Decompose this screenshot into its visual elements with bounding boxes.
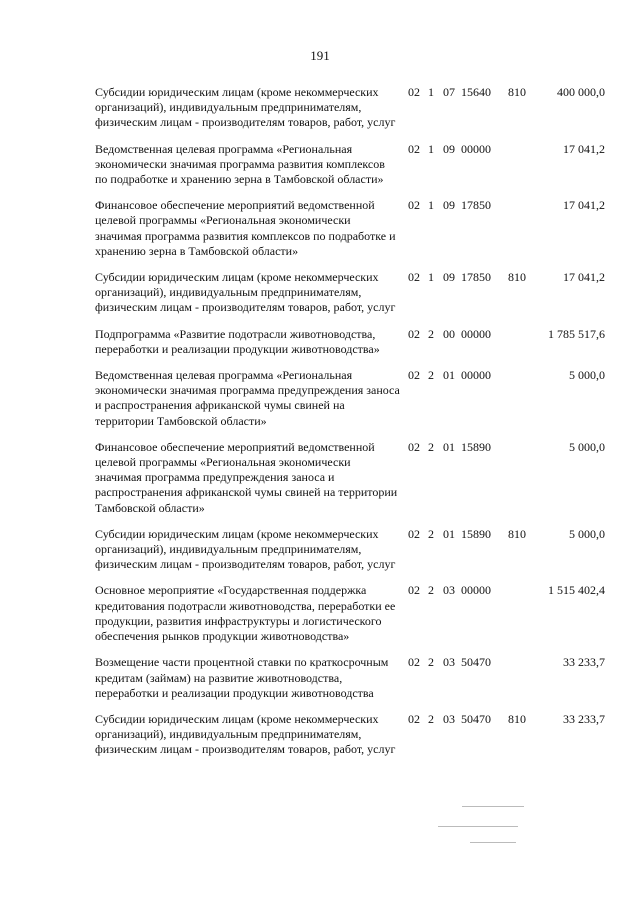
code-subprogram: 2 bbox=[428, 326, 434, 341]
table-row bbox=[0, 327, 640, 357]
row-description: Ведомственная целевая программа «Региональная экономически значимая программа развития комплексов по подработке и хранению зерна в Тамбовской области» bbox=[95, 141, 385, 187]
code-direction: 00000 bbox=[461, 583, 491, 598]
table-row bbox=[0, 655, 640, 701]
code-program: 02 bbox=[408, 526, 420, 541]
code-direction: 15640 bbox=[461, 85, 491, 99]
code-event: 01 bbox=[443, 439, 455, 454]
code-expense-type: 810 bbox=[508, 711, 526, 726]
code-program: 02 bbox=[408, 326, 420, 341]
table-row bbox=[0, 527, 640, 573]
code-expense-type: 810 bbox=[508, 526, 526, 541]
code-event: 09 bbox=[443, 198, 455, 213]
code-subprogram: 2 bbox=[428, 583, 434, 598]
code-subprogram: 2 bbox=[428, 711, 434, 726]
code-subprogram: 1 bbox=[428, 270, 434, 285]
row-description: Финансовое обеспечение мероприятий ведомственной целевой программы «Региональная экономически значимая программа предупреждения заноса и распространения африканской чумы свиней на территории Тамбовской области» bbox=[95, 439, 398, 515]
code-event: 01 bbox=[443, 368, 455, 383]
code-event: 03 bbox=[443, 711, 455, 726]
row-sum: 17 041,2 bbox=[563, 141, 605, 156]
code-subprogram: 2 bbox=[428, 439, 434, 454]
code-event: 03 bbox=[443, 655, 455, 670]
code-program: 02 bbox=[408, 655, 420, 670]
code-program: 02 bbox=[408, 711, 420, 726]
row-sum: 5 000,0 bbox=[569, 368, 605, 383]
row-description: Субсидии юридическим лицам (кроме некоммерческих организаций), индивидуальным предпринимателям, физическим лицам - производителям товаров, работ, услуг bbox=[95, 270, 396, 315]
code-direction: 15890 bbox=[461, 439, 491, 454]
table-row bbox=[0, 198, 640, 259]
code-direction: 17850 bbox=[461, 198, 491, 213]
row-description: Подпрограмма «Развитие подотрасли животноводства, переработки и реализации продукции животноводства» bbox=[95, 326, 380, 356]
code-expense-type: 810 bbox=[508, 85, 526, 99]
code-subprogram: 1 bbox=[428, 85, 434, 99]
code-subprogram: 1 bbox=[428, 141, 434, 156]
scan-artifact bbox=[470, 842, 516, 843]
row-sum: 33 233,7 bbox=[563, 711, 605, 726]
table-row bbox=[0, 142, 640, 188]
table-row bbox=[0, 270, 640, 316]
row-sum: 1 515 402,4 bbox=[548, 583, 605, 598]
row-sum: 5 000,0 bbox=[569, 526, 605, 541]
row-description: Субсидии юридическим лицам (кроме некоммерческих организаций), индивидуальным предпринимателям, физическим лицам - производителям товаров, работ, услуг bbox=[95, 85, 396, 130]
row-description: Субсидии юридическим лицам (кроме некоммерческих организаций), индивидуальным предпринимателям, физическим лицам - производителям товаров, работ, услуг bbox=[95, 526, 396, 572]
code-direction: 00000 bbox=[461, 141, 491, 156]
row-sum: 5 000,0 bbox=[569, 439, 605, 454]
code-program: 02 bbox=[408, 368, 420, 383]
row-description: Основное мероприятие «Государственная поддержка кредитования подотрасли животноводства, переработки ее продукции, развития инфраструктуры и логистического обеспечения рынков продукции животноводства» bbox=[95, 583, 396, 644]
code-subprogram: 2 bbox=[428, 655, 434, 670]
table-row bbox=[0, 583, 640, 644]
table-row bbox=[0, 440, 640, 516]
code-subprogram: 1 bbox=[428, 198, 434, 213]
row-sum: 400 000,0 bbox=[557, 85, 605, 99]
code-direction: 50470 bbox=[461, 655, 491, 670]
code-expense-type: 810 bbox=[508, 270, 526, 285]
code-direction: 50470 bbox=[461, 711, 491, 726]
code-direction: 00000 bbox=[461, 368, 491, 383]
row-sum: 17 041,2 bbox=[563, 198, 605, 213]
code-program: 02 bbox=[408, 141, 420, 156]
code-subprogram: 2 bbox=[428, 526, 434, 541]
row-description: Возмещение части процентной ставки по краткосрочным кредитам (займам) на развитие животноводства, переработки и реализации продукции животноводства bbox=[95, 655, 389, 700]
row-sum: 33 233,7 bbox=[563, 655, 605, 670]
code-event: 03 bbox=[443, 583, 455, 598]
code-program: 02 bbox=[408, 198, 420, 213]
page-number: 191 bbox=[310, 48, 330, 63]
row-sum: 17 041,2 bbox=[563, 270, 605, 285]
row-description: Финансовое обеспечение мероприятий ведомственной целевой программы «Региональная экономически значимая программа развития комплексов по подработке и хранению зерна в Тамбовской области» bbox=[95, 198, 396, 258]
code-event: 07 bbox=[443, 85, 455, 99]
code-program: 02 bbox=[408, 439, 420, 454]
code-program: 02 bbox=[408, 583, 420, 598]
code-event: 00 bbox=[443, 326, 455, 341]
row-description: Субсидии юридическим лицам (кроме некоммерческих организаций), индивидуальным предпринимателям, физическим лицам - производителям товаров, работ, услуг bbox=[95, 711, 396, 757]
code-program: 02 bbox=[408, 85, 420, 99]
scan-artifact bbox=[462, 806, 524, 807]
code-direction: 00000 bbox=[461, 326, 491, 341]
code-subprogram: 2 bbox=[428, 368, 434, 383]
code-program: 02 bbox=[408, 270, 420, 285]
code-event: 01 bbox=[443, 526, 455, 541]
code-event: 09 bbox=[443, 141, 455, 156]
row-sum: 1 785 517,6 bbox=[548, 326, 605, 341]
code-direction: 15890 bbox=[461, 526, 491, 541]
scan-artifact bbox=[438, 826, 518, 827]
table-row bbox=[0, 368, 640, 429]
code-event: 09 bbox=[443, 270, 455, 285]
code-direction: 17850 bbox=[461, 270, 491, 285]
row-description: Ведомственная целевая программа «Региональная экономически значимая программа предупреждения заноса и распространения африканской чумы свиней на территории Тамбовской области» bbox=[95, 368, 400, 428]
budget-table bbox=[0, 85, 640, 769]
table-row bbox=[0, 712, 640, 758]
table-row bbox=[0, 85, 640, 131]
